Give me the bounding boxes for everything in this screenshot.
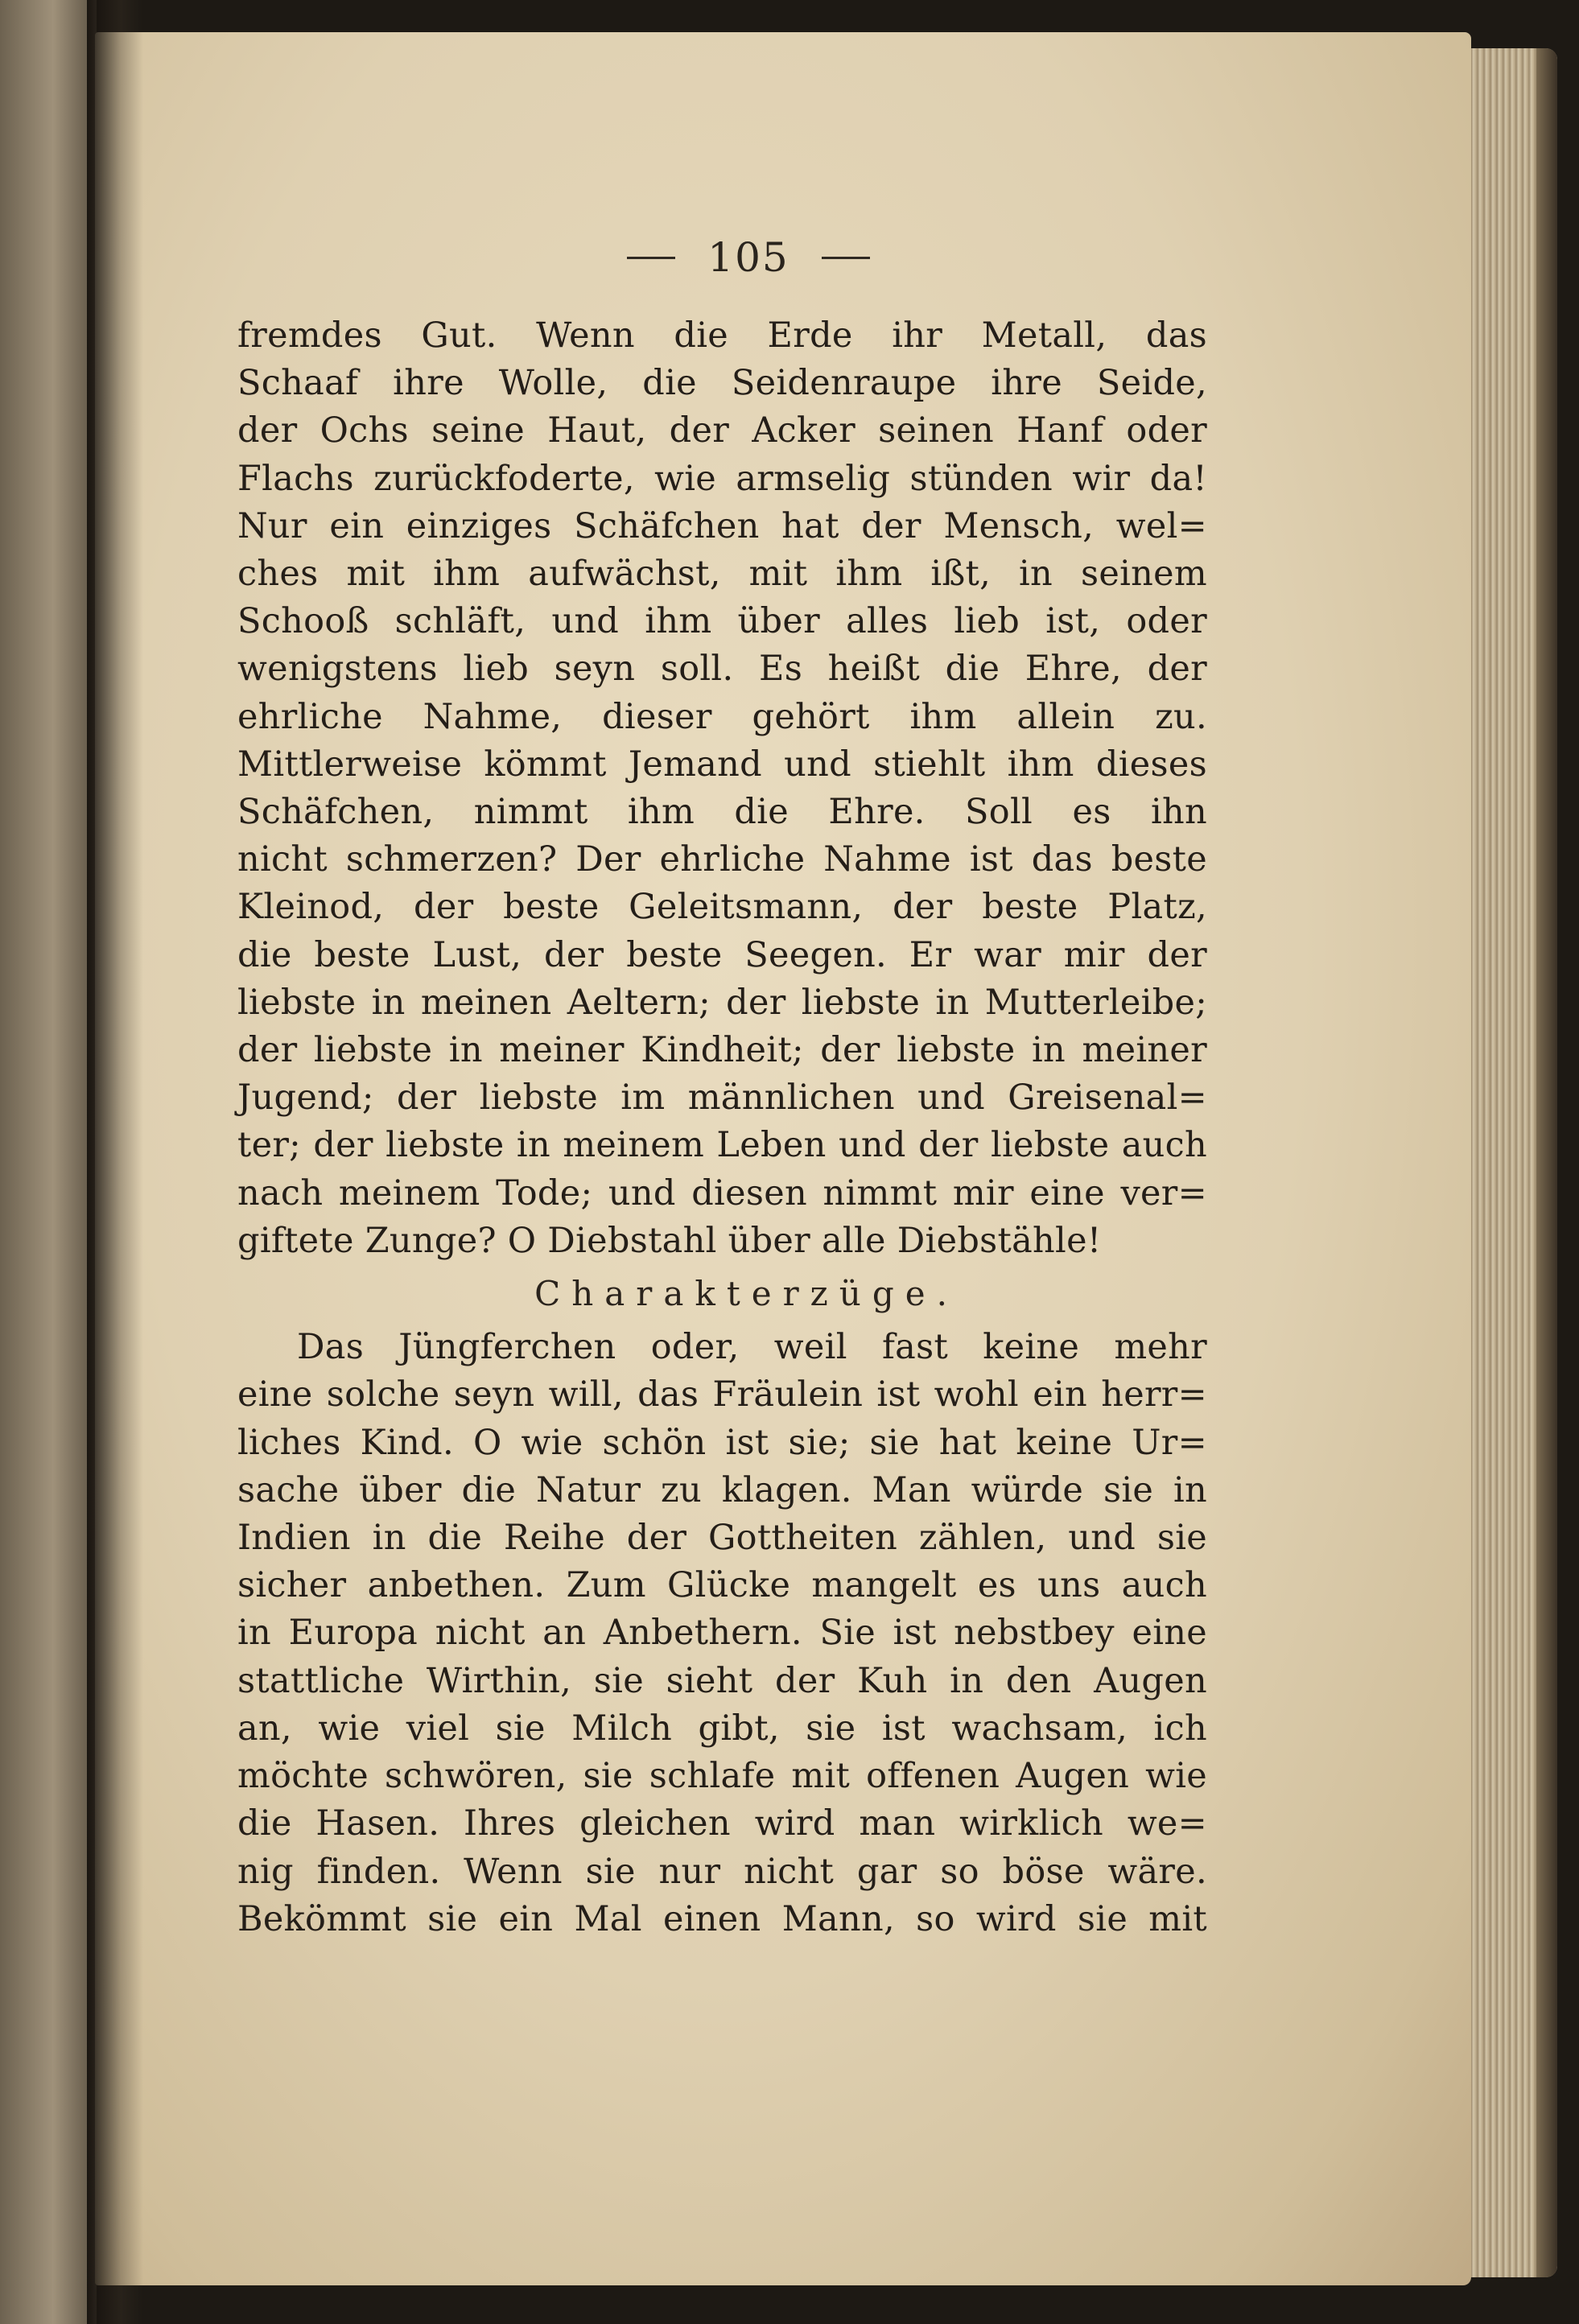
text-line: Jugend; der liebste im männlichen und Greisenal= [237,1078,1207,1119]
page-body [237,312,1207,1943]
header-dash-left [627,257,675,259]
text-line: Nur ein einziges Schäfchen hat der Mensch, wel= [237,505,1207,546]
text-line: Indien in die Reihe der Gottheiten zählen, und sie [237,1518,1207,1559]
text-line: liebste in meinen Aeltern; der liebste in Mutterleibe; [237,982,1207,1023]
text-line: wenigstens lieb seyn soll. Es heißt die Ehre, der [237,649,1207,690]
text-line: sicher anbethen. Zum Glücke mangelt es uns auch [237,1565,1207,1606]
text-line: eine solche seyn will, das Fräulein ist wohl ein herr= [237,1374,1207,1415]
text-line: liches Kind. O wie schön ist sie; sie hat keine Ur= [237,1422,1207,1463]
text-line: in Europa nicht an Anbethern. Sie ist nebstbey eine [237,1613,1207,1654]
previous-page-edge [0,0,97,2324]
page-number: 105 [707,234,790,281]
spine-shadow [87,0,143,2324]
text-line: ehrliche Nahme, dieser gehört ihm allein zu. [237,696,1207,737]
text-line: möchte schwören, sie schlafe mit offenen Augen wie [237,1756,1207,1797]
text-line: Bekömmt sie ein Mal einen Mann, so wird sie mit [237,1898,1207,1939]
text-line: nicht schmerzen? Der ehrliche Nahme ist das beste [237,839,1207,880]
text-line: der liebste in meiner Kindheit; der liebste in meiner [237,1030,1207,1071]
text-line: stattliche Wirthin, sie sieht der Kuh in den Augen [237,1660,1207,1701]
text-line: ter; der liebste in meinem Leben und der liebste auch [237,1125,1207,1166]
text-line: Kleinod, der beste Geleitsmann, der beste Platz, [237,887,1207,928]
text-line: Schäfchen, nimmt ihm die Ehre. Soll es ihn [237,792,1207,833]
text-line: Schaaf ihre Wolle, die Seidenraupe ihre Seide, [237,363,1207,404]
text-line: Mittlerweise kömmt Jemand und stiehlt ihm dieses [237,744,1207,785]
text-line: sache über die Natur zu klagen. Man würde sie in [237,1469,1207,1510]
text-line: ches mit ihm aufwächst, mit ihm ißt, in seinem [237,554,1207,595]
text-line: nach meinem Tode; und diesen nimmt mir eine ver= [237,1172,1207,1214]
page-header [579,229,917,286]
text-line: Flachs zurückfoderte, wie armselig stünden wir da! [237,458,1207,499]
text-line: nig finden. Wenn sie nur nicht gar so böse wäre. [237,1851,1207,1892]
text-line: die beste Lust, der beste Seegen. Er war mir der [237,934,1207,975]
text-line: an, wie viel sie Milch gibt, sie ist wachsam, ich [237,1708,1207,1749]
text-line: fremdes Gut. Wenn die Erde ihr Metall, das [237,315,1207,356]
section-heading: Charakterzüge. [534,1274,959,1314]
text-line: Schooß schläft, und ihm über alles lieb ist, oder [237,601,1207,642]
page-edges [1461,48,1557,2277]
text-line: giftete Zunge? O Diebstahl über alle Diebstähle! [237,1220,1102,1261]
header-dash-right [822,257,870,259]
text-line: die Hasen. Ihres gleichen wird man wirklich we= [237,1803,1207,1844]
text-line: der Ochs seine Haut, der Acker seinen Hanf oder [237,410,1207,451]
text-line: Das Jüngferchen oder, weil fast keine mehr [297,1327,1207,1368]
